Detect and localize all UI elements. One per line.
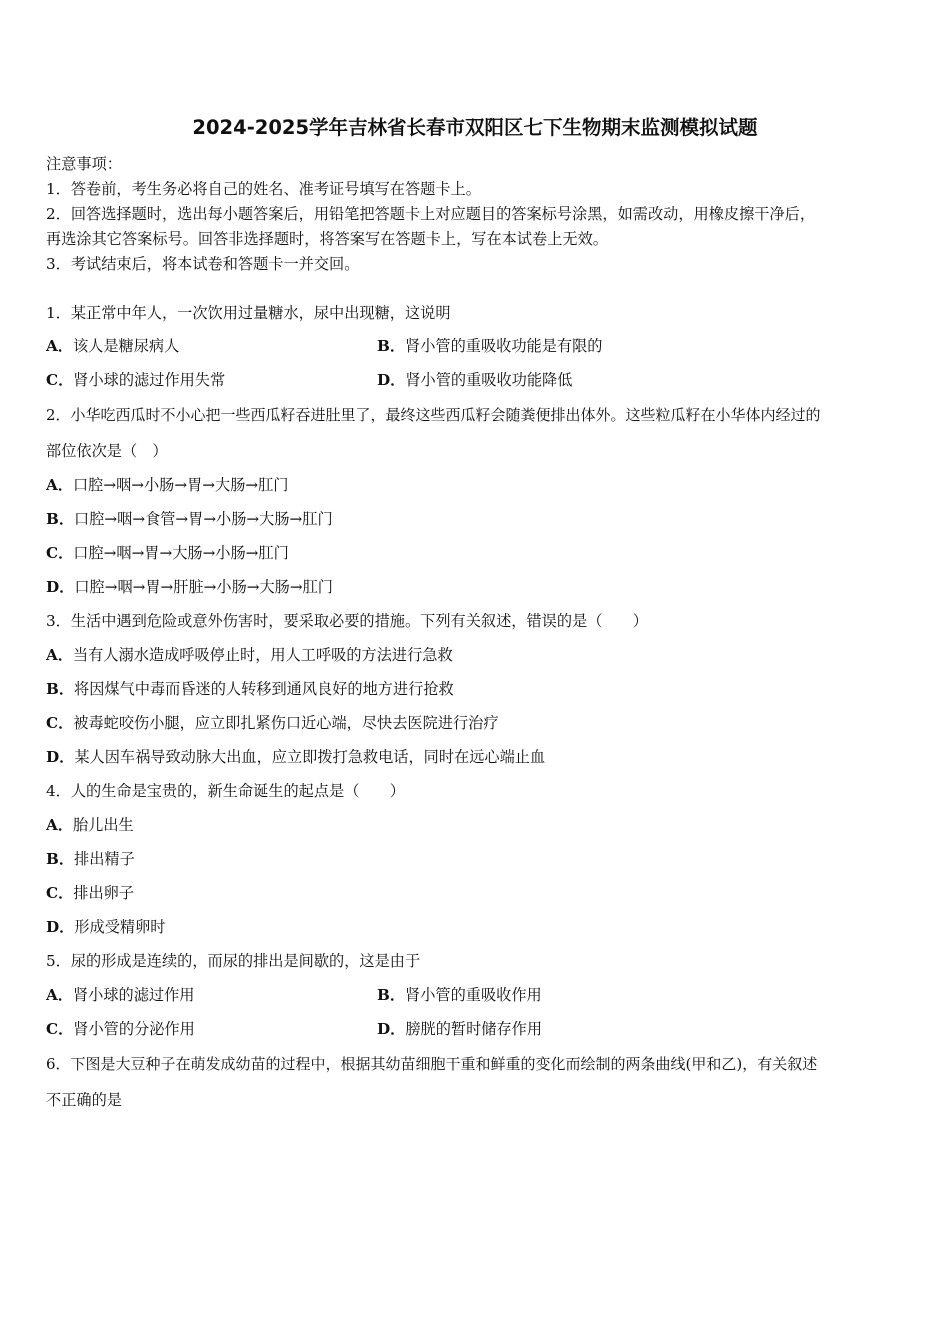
- answer-option[interactable]: [46, 984, 194, 1005]
- question-stem: 2．小华吃西瓜时不小心把一些西瓜籽吞进肚里了，最终这些西瓜籽会随粪便排出体外。这些粒瓜籽在小华体内经过的: [46, 406, 821, 424]
- answer-option[interactable]: [46, 882, 134, 903]
- option-letter: B．: [46, 510, 75, 528]
- option-letter: D．: [46, 918, 75, 936]
- option-letter: C．: [46, 884, 74, 902]
- option-letter: B．: [377, 986, 406, 1004]
- answer-option[interactable]: [46, 508, 333, 529]
- option-text: 肾小管的分泌作用: [73, 1020, 195, 1038]
- answer-option[interactable]: [377, 335, 602, 356]
- option-text: 口腔→咽→胃→大肠→小肠→肛门: [73, 544, 289, 562]
- option-text: 被毒蛇咬伤小腿，应立即扎紧伤口近心端，尽快去医院进行治疗: [73, 714, 499, 732]
- answer-option[interactable]: [46, 644, 453, 665]
- answer-option[interactable]: [46, 369, 225, 390]
- question-stem: 4．人的生命是宝贵的，新生命诞生的起点是（ ）: [46, 782, 405, 800]
- notice-item: 1．答卷前，考生务必将自己的姓名、准考证号填写在答题卡上。: [46, 180, 481, 198]
- option-letter: B．: [46, 680, 75, 698]
- answer-option[interactable]: [46, 712, 499, 733]
- document-title: 2024-2025学年吉林省长春市双阳区七下生物期末监测模拟试题: [192, 116, 758, 139]
- answer-option[interactable]: [46, 678, 454, 699]
- option-text: 口腔→咽→食管→胃→小肠→大肠→肛门: [74, 510, 333, 528]
- option-letter: C．: [46, 714, 74, 732]
- question-stem: 部位依次是（ ）: [46, 442, 168, 460]
- option-letter: D．: [377, 1020, 406, 1038]
- answer-option[interactable]: [377, 1018, 542, 1039]
- option-text: 排出精子: [74, 850, 135, 868]
- answer-option[interactable]: [46, 746, 545, 767]
- question-stem: 3．生活中遇到危险或意外伤害时，要采取必要的措施。下列有关叙述，错误的是（ ）: [46, 612, 648, 630]
- question-stem: 5．尿的形成是连续的，而尿的排出是间歇的，这是由于: [46, 952, 421, 970]
- option-text: 排出卵子: [73, 884, 135, 902]
- option-letter: B．: [377, 337, 406, 355]
- question-stem: 不正确的是: [46, 1091, 122, 1109]
- answer-option[interactable]: [46, 916, 165, 937]
- option-letter: A．: [46, 646, 73, 664]
- option-letter: A．: [46, 986, 73, 1004]
- answer-option[interactable]: [46, 474, 289, 495]
- option-text: 肾小球的滤过作用: [72, 986, 195, 1004]
- notice-item: 2．回答选择题时，选出每小题答案后，用铅笔把答题卡上对应题目的答案标号涂黑，如需改动，用橡皮擦干净后，: [46, 205, 816, 223]
- option-letter: A．: [46, 337, 73, 355]
- option-text: 胎儿出生: [72, 816, 134, 834]
- option-text: 肾小管的重吸收作用: [405, 986, 542, 1004]
- option-text: 肾小管的重吸收功能降低: [405, 371, 573, 389]
- option-letter: B．: [46, 850, 75, 868]
- option-letter: D．: [46, 578, 75, 596]
- answer-option[interactable]: [46, 576, 333, 597]
- option-text: 口腔→咽→胃→肝脏→小肠→大肠→肛门: [74, 578, 333, 596]
- option-letter: C．: [46, 371, 74, 389]
- option-letter: C．: [46, 544, 74, 562]
- option-letter: A．: [46, 816, 73, 834]
- answer-option[interactable]: [377, 369, 572, 390]
- option-letter: D．: [377, 371, 406, 389]
- answer-option[interactable]: [46, 335, 179, 356]
- option-text: 口腔→咽→小肠→胃→大肠→肛门: [72, 476, 289, 494]
- option-letter: A．: [46, 476, 73, 494]
- answer-option[interactable]: [377, 984, 542, 1005]
- option-text: 肾小球的滤过作用失常: [73, 371, 226, 389]
- option-text: 某人因车祸导致动脉大出血，应立即拨打急救电话，同时在远心端止血: [74, 748, 546, 766]
- option-text: 当有人溺水造成呼吸停止时，用人工呼吸的方法进行急救: [72, 646, 453, 664]
- answer-option[interactable]: [46, 1018, 195, 1039]
- question-stem: 6．下图是大豆种子在萌发成幼苗的过程中，根据其幼苗细胞干重和鲜重的变化而绘制的两条曲线(甲和乙)，有关叙述: [46, 1055, 818, 1073]
- option-text: 将因煤气中毒而昏迷的人转移到通风良好的地方进行抢救: [74, 680, 454, 698]
- notice-item: 3．考试结束后，将本试卷和答题卡一并交回。: [46, 255, 360, 273]
- option-letter: D．: [46, 748, 75, 766]
- option-text: 膀胱的暂时储存作用: [405, 1020, 543, 1038]
- option-letter: C．: [46, 1020, 74, 1038]
- notice-heading: 注意事项：: [46, 155, 122, 173]
- option-text: 肾小管的重吸收功能是有限的: [405, 337, 603, 355]
- option-text: 该人是糖尿病人: [72, 337, 180, 355]
- answer-option[interactable]: [46, 848, 135, 869]
- notice-item: 再选涂其它答案标号。回答非选择题时，将答案写在答题卡上，写在本试卷上无效。: [46, 230, 608, 248]
- answer-option[interactable]: [46, 814, 134, 835]
- option-text: 形成受精卵时: [74, 918, 166, 936]
- answer-option[interactable]: [46, 542, 289, 563]
- question-stem: 1．某正常中年人，一次饮用过量糖水，尿中出现糖，这说明: [46, 304, 451, 322]
